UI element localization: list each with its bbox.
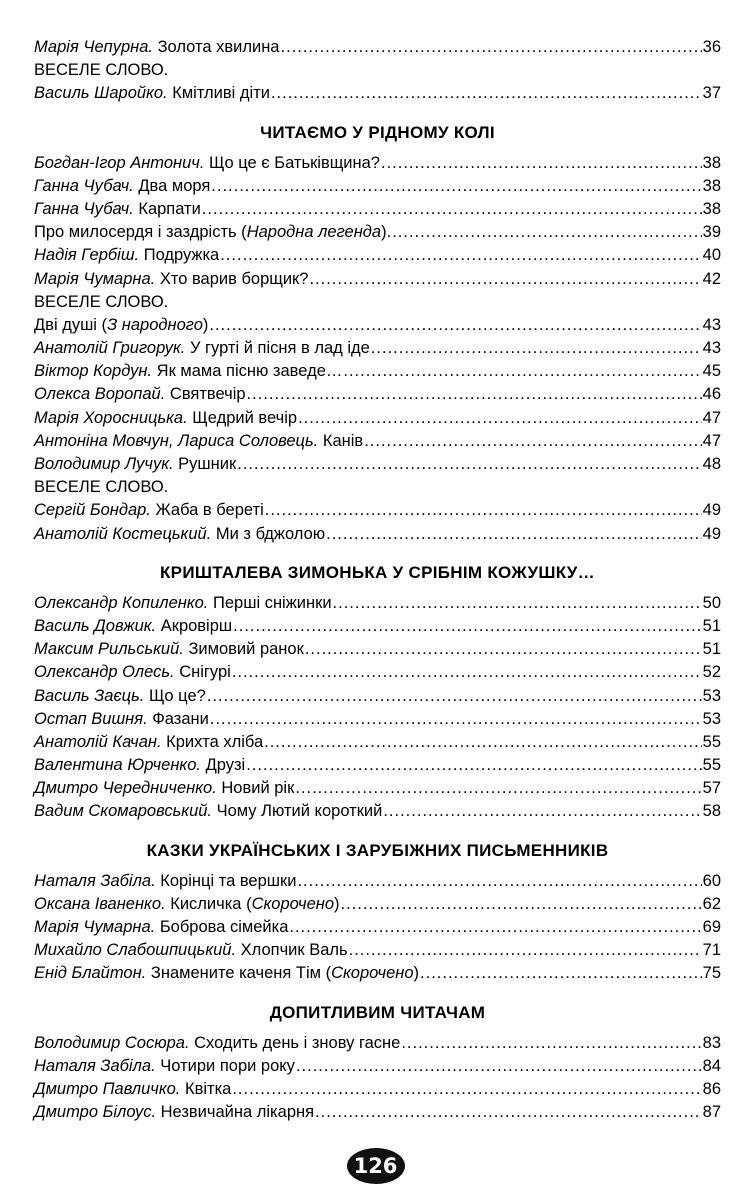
entry-author: Василь Шаройко. <box>34 84 168 103</box>
entry-page-number: 43 <box>702 339 721 358</box>
entry-author: Богдан-Ігор Антонич. <box>34 153 205 172</box>
toc-section <box>34 1000 721 1125</box>
entry-author: Остап Вишня. <box>34 709 148 728</box>
entry-author: Наталя Забіла. <box>34 871 156 890</box>
entry-title: Корінці та вершки <box>160 871 297 890</box>
entry-page-number: 62 <box>702 894 721 913</box>
entry-author: Михайло Слабошпицький. <box>34 941 237 960</box>
entry-page-number: 83 <box>702 1033 721 1052</box>
entry-author: Максим Рильський. <box>34 640 184 659</box>
entry-author: Валентина Юрченко. <box>34 756 201 775</box>
entry-page-number: 75 <box>702 964 721 983</box>
entry-page-number: 71 <box>702 941 721 960</box>
entry-page-number: 55 <box>702 756 721 775</box>
toc-entry <box>34 1101 721 1124</box>
dot-leader <box>364 430 701 453</box>
entry-page-number: 47 <box>702 408 721 427</box>
toc-entry <box>34 337 721 360</box>
entry-page-number: 40 <box>702 246 721 265</box>
entry-title: Що це є Батьківщина? <box>209 153 380 172</box>
toc-entry <box>34 800 721 823</box>
toc-subheading: ВЕСЕЛЕ СЛОВО. <box>34 292 169 311</box>
entry-text <box>34 430 363 453</box>
entry-text <box>34 939 348 962</box>
entry-title: Рушник <box>178 455 237 473</box>
toc-entry <box>34 198 721 221</box>
dot-leader <box>265 499 702 522</box>
entry-text <box>34 360 342 383</box>
toc-section <box>34 120 721 546</box>
dot-leader <box>207 685 702 708</box>
toc-entry <box>34 754 721 777</box>
entry-author: Дмитро Павличко. <box>34 1079 181 1098</box>
entry-title: Канів <box>322 431 364 450</box>
entry-title: Квітка <box>184 1079 232 1098</box>
dot-leader <box>233 615 701 638</box>
dot-leader <box>271 82 702 105</box>
entry-title-end: ). <box>381 223 392 242</box>
dot-leader <box>326 523 702 546</box>
section-title: ДОПИТЛИВИМ ЧИТАЧАМ <box>269 1002 486 1022</box>
entry-page-number: 51 <box>702 616 721 635</box>
dot-leader <box>295 777 701 800</box>
entry-page-number: 84 <box>702 1056 721 1075</box>
toc-subheading: ВЕСЕЛЕ СЛОВО. <box>34 478 169 497</box>
toc-entry <box>34 152 721 175</box>
entry-page-number: 51 <box>702 640 721 659</box>
entry-title: Боброва сімейка <box>159 918 289 936</box>
dot-leader <box>420 962 702 985</box>
dot-leader <box>232 1078 701 1101</box>
dot-leader <box>305 638 702 661</box>
entry-author: Анатолій Качан. <box>34 732 162 751</box>
toc-entry <box>34 893 721 916</box>
toc-entry <box>34 407 721 430</box>
toc-entry <box>34 82 721 105</box>
entry-page-number: 60 <box>702 871 721 890</box>
entry-page-number: 38 <box>702 153 721 172</box>
entry-page-number: 36 <box>702 38 721 56</box>
toc-entry <box>34 36 721 59</box>
entry-text <box>34 1055 295 1078</box>
toc-entry <box>34 499 721 522</box>
page-number-badge: 126 <box>347 1148 405 1184</box>
entry-title: Як мама пісню заведе… <box>156 362 343 381</box>
entry-title-end: ) <box>202 315 209 334</box>
entry-page-number: 47 <box>702 431 721 450</box>
entry-title-note: Народна легенда <box>246 223 382 242</box>
entry-title-note: Скорочено <box>251 894 335 913</box>
dot-leader <box>298 407 702 430</box>
toc-entry <box>34 962 721 985</box>
toc-entry <box>34 453 721 476</box>
entry-author: Василь Довжик. <box>34 616 157 635</box>
toc-entry <box>34 777 721 800</box>
toc-sections <box>34 120 721 1125</box>
entry-text <box>34 175 210 198</box>
entry-title: Хлопчик Валь <box>240 941 348 960</box>
intro-entries <box>34 36 721 106</box>
toc-entry <box>34 1032 721 1055</box>
entry-text <box>34 754 245 777</box>
entry-text <box>34 499 264 522</box>
toc-entry <box>34 685 721 708</box>
entry-page-number: 58 <box>702 802 721 821</box>
entry-text <box>34 268 308 291</box>
entry-author: Олекса Воропай. <box>34 385 166 404</box>
entry-text <box>34 36 279 59</box>
toc-entry <box>34 175 721 198</box>
entry-title-note: З народного <box>107 315 203 334</box>
entry-title: Що це? <box>148 686 206 705</box>
toc-entry <box>34 708 721 731</box>
entry-text <box>34 685 206 708</box>
toc-entry <box>34 268 721 291</box>
entry-text <box>34 453 236 476</box>
toc-entry <box>34 1055 721 1078</box>
section-title: ЧИТАЄМО У РІДНОМУ КОЛІ <box>260 122 495 142</box>
entry-text <box>34 221 391 244</box>
entry-text <box>34 615 232 638</box>
entry-text <box>34 638 304 661</box>
toc-entry <box>34 592 721 615</box>
section-entries <box>34 592 721 824</box>
section-entries <box>34 152 721 546</box>
entry-author: Марія Чепурна. <box>34 38 153 56</box>
entry-page-number: 43 <box>702 315 721 334</box>
entry-title: Жаба в береті <box>155 501 264 520</box>
entry-page-number: 50 <box>702 593 721 612</box>
toc-entry <box>34 221 721 244</box>
dot-leader <box>280 36 701 59</box>
entry-page-number: 49 <box>702 524 721 543</box>
entry-page-number: 46 <box>702 385 721 404</box>
entry-title: Снігурі <box>179 663 231 682</box>
entry-text <box>34 198 201 221</box>
dot-leader <box>297 870 701 893</box>
entry-text <box>34 244 219 267</box>
entry-title: Незвичайна лікарня <box>160 1103 315 1122</box>
entry-title: Про милосердя і заздрість ( <box>34 223 247 242</box>
entry-author: Антоніна Мовчун, Лариса Соловець. <box>34 431 319 450</box>
entry-page-number: 52 <box>702 663 721 682</box>
entry-page-number: 48 <box>702 455 721 473</box>
entry-page-number: 45 <box>702 362 721 381</box>
entry-author: Вадим Скомаровський. <box>34 802 213 821</box>
toc-entry <box>34 383 721 406</box>
entry-title: Новий рік <box>221 779 295 798</box>
entry-author: Олександр Олесь. <box>34 663 175 682</box>
entry-author: Володимир Лучук. <box>34 455 174 473</box>
entry-title: Чому Лютий короткий <box>216 802 383 821</box>
entry-page-number: 37 <box>702 84 721 103</box>
toc-entry <box>34 939 721 962</box>
entry-author: Віктор Кордун. <box>34 362 153 381</box>
entry-text <box>34 82 270 105</box>
entry-text <box>34 152 380 175</box>
toc-entry <box>34 870 721 893</box>
entry-author: Марія Чумарна. <box>34 269 156 288</box>
dot-leader <box>220 244 701 267</box>
dot-leader <box>383 800 701 823</box>
entry-author: Анатолій Григорук. <box>34 339 186 358</box>
entry-page-number: 38 <box>702 176 721 195</box>
entry-page-number: 53 <box>702 686 721 705</box>
entry-text <box>34 661 231 684</box>
entry-author: Дмитро Білоус. <box>34 1103 157 1122</box>
section-entries <box>34 870 721 986</box>
dot-leader <box>202 198 702 221</box>
entry-text <box>34 592 332 615</box>
entry-title: Карпати <box>138 199 201 218</box>
entry-page-number: 38 <box>702 199 721 218</box>
dot-leader <box>289 916 701 939</box>
dot-leader <box>392 221 701 244</box>
dot-leader <box>232 661 702 684</box>
entry-author: Оксана Іваненко. <box>34 894 166 913</box>
section-title: КРИШТАЛЕВА ЗИМОНЬКА У СРІБНІМ КОЖУШКУ… <box>160 562 595 582</box>
entry-title: Чотири пори року <box>160 1056 295 1075</box>
toc-section <box>34 560 721 824</box>
entry-title: Крихта хліба <box>166 732 264 751</box>
dot-leader <box>309 268 701 291</box>
entry-author: Наталя Забіла. <box>34 1056 156 1075</box>
dot-leader <box>264 731 702 754</box>
dot-leader <box>401 1032 701 1055</box>
entry-author: Володимир Сосюра. <box>34 1033 190 1052</box>
toc-entry <box>34 1078 721 1101</box>
dot-leader <box>371 337 702 360</box>
entry-text <box>34 870 296 893</box>
dot-leader <box>381 152 702 175</box>
dot-leader <box>343 360 701 383</box>
entry-title: Хто варив борщик? <box>159 269 309 288</box>
toc-entry <box>34 244 721 267</box>
entry-title: Друзі <box>205 756 246 775</box>
entry-page-number: 42 <box>702 269 721 288</box>
entry-text <box>34 337 370 360</box>
entry-title: Перші сніжинки <box>213 593 332 612</box>
entry-author: Надія Гербіш. <box>34 246 140 265</box>
toc-entry <box>34 916 721 939</box>
entry-author: Марія Хоросницька. <box>34 408 188 427</box>
entry-title: Золота хвилина <box>157 38 280 56</box>
entry-author: Енід Блайтон. <box>34 964 147 983</box>
entry-title: Дві душі ( <box>34 315 108 334</box>
toc-entry <box>34 430 721 453</box>
dot-leader <box>210 708 702 731</box>
toc-entry <box>34 661 721 684</box>
toc-subheading: ВЕСЕЛЕ СЛОВО. <box>34 61 169 80</box>
dot-leader <box>296 1055 702 1078</box>
dot-leader <box>211 175 701 198</box>
entry-text <box>34 523 325 546</box>
entry-author: Олександр Копиленко. <box>34 593 209 612</box>
entry-title: Зимовий ранок <box>188 640 304 659</box>
entry-text <box>34 731 263 754</box>
entry-page-number: 49 <box>702 501 721 520</box>
toc-entry <box>34 360 721 383</box>
entry-title: Ми з бджолою <box>215 524 326 543</box>
entry-title: Щедрий вечір <box>192 408 298 427</box>
entry-title: Акровірш <box>160 616 233 635</box>
entry-page-number: 39 <box>702 223 721 242</box>
dot-leader <box>247 383 702 406</box>
entry-author: Марія Чумарна. <box>34 918 156 936</box>
entry-title: Святвечір <box>169 385 246 404</box>
entry-text <box>34 383 246 406</box>
toc-entry <box>34 314 721 337</box>
entry-author: Сергій Бондар. <box>34 501 151 520</box>
entry-author: Анатолій Костецький. <box>34 524 212 543</box>
entry-text <box>34 893 340 916</box>
entry-author: Дмитро Чередниченко. <box>34 779 217 798</box>
entry-text <box>34 1101 314 1124</box>
entry-text <box>34 1032 400 1055</box>
entry-title: Сходить день і знову гасне <box>194 1033 401 1052</box>
section-title: КАЗКИ УКРАЇНСЬКИХ І ЗАРУБІЖНИХ ПИСЬМЕННИКІВ <box>146 840 609 860</box>
dot-leader <box>349 939 702 962</box>
dot-leader <box>315 1101 702 1124</box>
entry-text <box>34 1078 231 1101</box>
entry-author: Василь Заєць. <box>34 686 145 705</box>
toc-section <box>34 838 721 986</box>
entry-page-number: 87 <box>702 1103 721 1122</box>
entry-text <box>34 916 288 939</box>
dot-leader <box>333 592 702 615</box>
entry-title: Знамените каченя Тім ( <box>150 964 332 983</box>
section-entries <box>34 1032 721 1125</box>
toc-entry <box>34 615 721 638</box>
entry-title: У гурті й пісня в лад іде <box>189 339 370 358</box>
dot-leader <box>341 893 702 916</box>
entry-page-number: 55 <box>702 732 721 751</box>
toc-entry <box>34 523 721 546</box>
dot-leader <box>246 754 701 777</box>
entry-text <box>34 314 208 337</box>
entry-page-number: 57 <box>702 779 721 798</box>
entry-title: Кисличка ( <box>170 894 252 913</box>
entry-text <box>34 777 294 800</box>
entry-text <box>34 407 297 430</box>
entry-title-end: ) <box>334 894 340 913</box>
dot-leader <box>209 314 701 337</box>
entry-text <box>34 800 382 823</box>
entry-title: Кмітливі діти <box>172 84 270 103</box>
toc-entry <box>34 731 721 754</box>
entry-page-number: 86 <box>702 1079 721 1098</box>
entry-title: Два моря <box>138 176 211 195</box>
entry-author: Ганна Чубач. <box>34 176 134 195</box>
entry-title-note: Скорочено <box>331 964 414 983</box>
entry-page-number: 69 <box>702 918 721 936</box>
entry-text <box>34 708 209 731</box>
entry-page-number: 53 <box>702 709 721 728</box>
entry-author: Ганна Чубач. <box>34 199 134 218</box>
dot-leader <box>237 453 701 476</box>
entry-text <box>34 962 419 985</box>
entry-title: Подружка <box>143 246 220 265</box>
toc-entry <box>34 638 721 661</box>
entry-title-end: ) <box>413 964 420 983</box>
entry-title: Фазани <box>152 709 209 728</box>
